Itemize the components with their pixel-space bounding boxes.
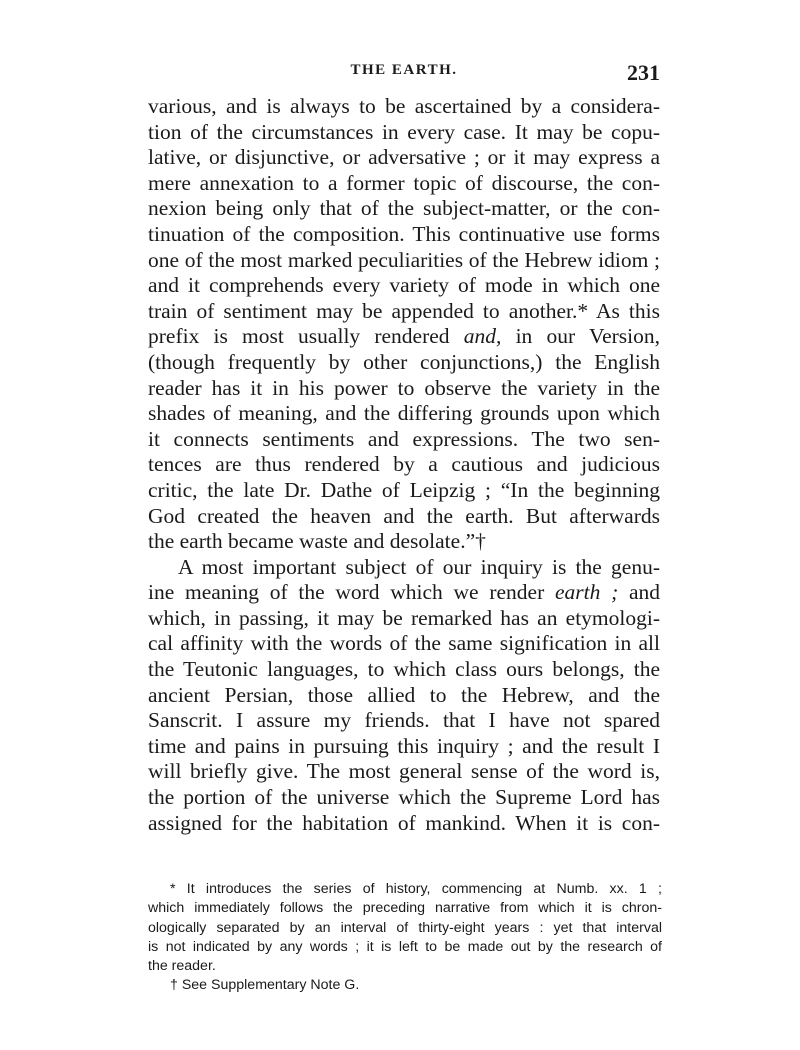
page-number: 231 [627,60,660,85]
text-line: critic, the late Dr. Dathe of Leipzig ; “In the beginning [148,477,660,502]
text-line: lative, or disjunctive, or adversative ; or it may express a [148,145,660,170]
text-line: which, in passing, it may be remarked has an etymologi- [148,605,660,630]
text-line: nexion being only that of the subject-matter, or the con- [148,196,660,221]
text-segment: and [618,580,660,605]
text-line: assigned for the habitation of mankind. When it is con- [148,810,660,835]
body-text [148,94,660,836]
text-line: various, and is always to be ascertained by a considera- [148,94,660,118]
text-segment: ine meaning of the word which we render [148,580,545,605]
text-line: shades of meaning, and the differing grounds upon which [148,401,660,426]
text-line: and it comprehends every variety of mode in which one [148,273,660,298]
text-line: (though frequently by other conjunctions,) the English [148,349,660,374]
text-line: Sanscrit. I assure my friends. that I have not spared [148,708,660,733]
text-line: the portion of the universe which the Supreme Lord has [148,785,660,810]
text-line [148,580,660,606]
italic-word: earth ; [554,580,619,605]
text-line: tences are thus rendered by a cautious and judicious [148,452,660,477]
text-segment: in our Version, [501,324,661,349]
footnote-line: * It introduces the series of history, commencing at Numb. xx. 1 ; [170,881,662,897]
text-line: reader has it in his power to observe the variety in the [148,375,660,400]
text-line: cal affinity with the words of the same signification in all [148,631,660,656]
running-title: THE EARTH. [350,62,458,78]
text-line: it connects sentiments and expressions. The two sen- [148,426,660,451]
text-line: tinuation of the composition. This continuative use forms [148,221,660,246]
text-line: ancient Persian, those allied to the Hebrew, and the [148,682,660,707]
text-line: the Teutonic languages, to which class ours belongs, the [148,657,660,682]
text-line: will briefly give. The most general sense of the word is, [148,759,660,784]
text-line: the earth became waste and desolate.”† [148,529,486,554]
text-line: one of the most marked peculiarities of the Hebrew idiom ; [148,247,660,272]
text-line: tion of the circumstances in every case. It may be copu- [148,119,660,144]
footnote-line: is not indicated by any words ; it is left to be made out by the research of [148,938,662,955]
footnote-dagger: † See Supplementary Note G. [170,977,360,994]
footnotes [148,880,662,996]
text-line: time and pains in pursuing this inquiry ; and the result I [148,733,660,758]
footnote-line: ologically separated by an interval of thirty-eight years : yet that interval [148,919,662,936]
text-line: mere annexation to a former topic of discourse, the con- [148,170,660,195]
text-line: God created the heaven and the earth. But afterwards [148,503,660,528]
footnote-line: the reader. [148,958,216,975]
italic-word: and, [463,324,502,349]
text-line [148,324,660,350]
running-head [148,60,660,90]
paragraph-start-line: A most important subject of our inquiry is the genu- [178,554,660,579]
footnote-line: which immediately follows the preceding narrative from which it is chron- [148,900,662,917]
text-segment: prefix is most usually rendered [148,324,450,349]
text-line: train of sentiment may be appended to another.* As this [148,298,660,323]
